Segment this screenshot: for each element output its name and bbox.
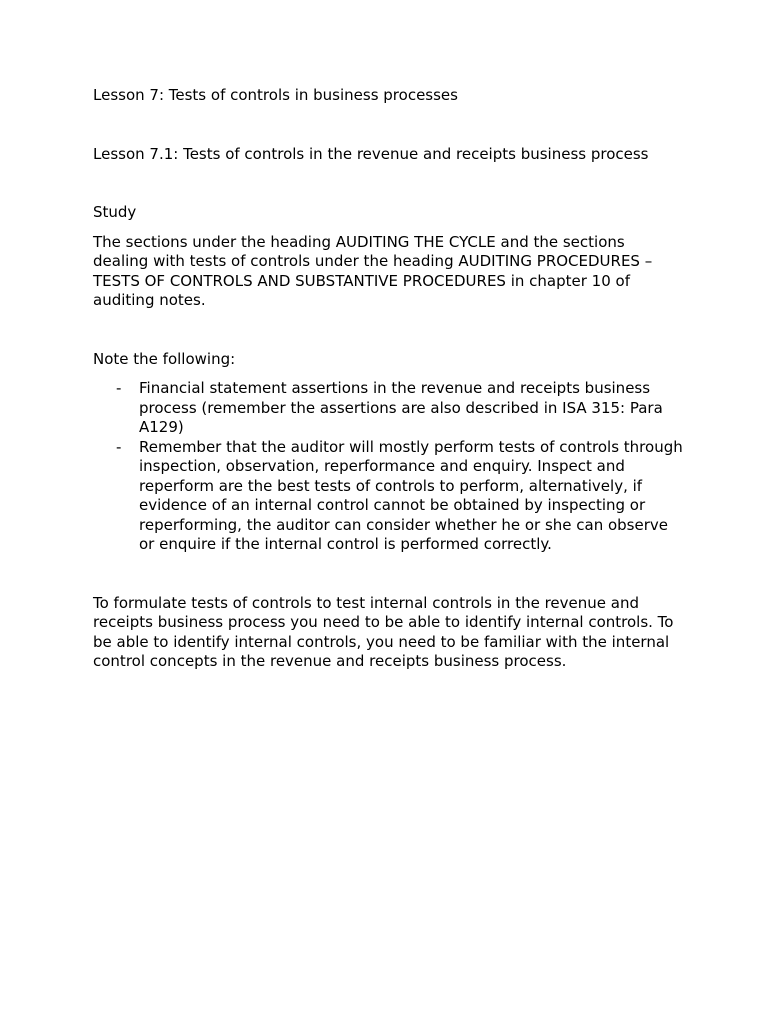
list-item xyxy=(93,438,683,555)
document-page xyxy=(93,86,683,672)
study-text: The sections under the heading AUDITING THE CYCLE and the sections dealing with tests of controls under the heading AUDITING PROCEDURES – TESTS OF CONTROLS AND SUBSTANTIVE PROCEDURES in chapter 10 of auditing notes. xyxy=(93,232,653,309)
list-item xyxy=(93,379,683,438)
bullet-marker: - xyxy=(116,379,122,397)
bullet-list xyxy=(93,379,683,555)
closing-paragraph: To formulate tests of controls to test internal controls in the revenue and receipts business process you need to be able to identify internal controls. To be able to identify internal controls, you need to be familiar with the internal control concepts in the revenue and receipts business process. xyxy=(93,593,674,670)
lesson-subtitle: Lesson 7.1: Tests of controls in the revenue and receipts business process xyxy=(93,144,649,163)
study-label: Study xyxy=(93,203,137,221)
list-item-text: Remember that the auditor will mostly perform tests of controls through inspection, observation, reperformance and enquiry. Inspect and reperform are the best tests of controls to perform, alternatively, if evidence of an internal control cannot be obtained by inspecting or reperforming, the auditor can consider whether he or she can observe or enquire if the internal control is performed correctly. xyxy=(139,437,683,553)
note-label: Note the following: xyxy=(93,349,236,368)
lesson-title: Lesson 7: Tests of controls in business processes xyxy=(93,86,458,104)
list-item-text: Financial statement assertions in the revenue and receipts business process (remember the assertions are also described in ISA 315: Para A129) xyxy=(139,379,663,436)
bullet-marker: - xyxy=(116,437,122,456)
